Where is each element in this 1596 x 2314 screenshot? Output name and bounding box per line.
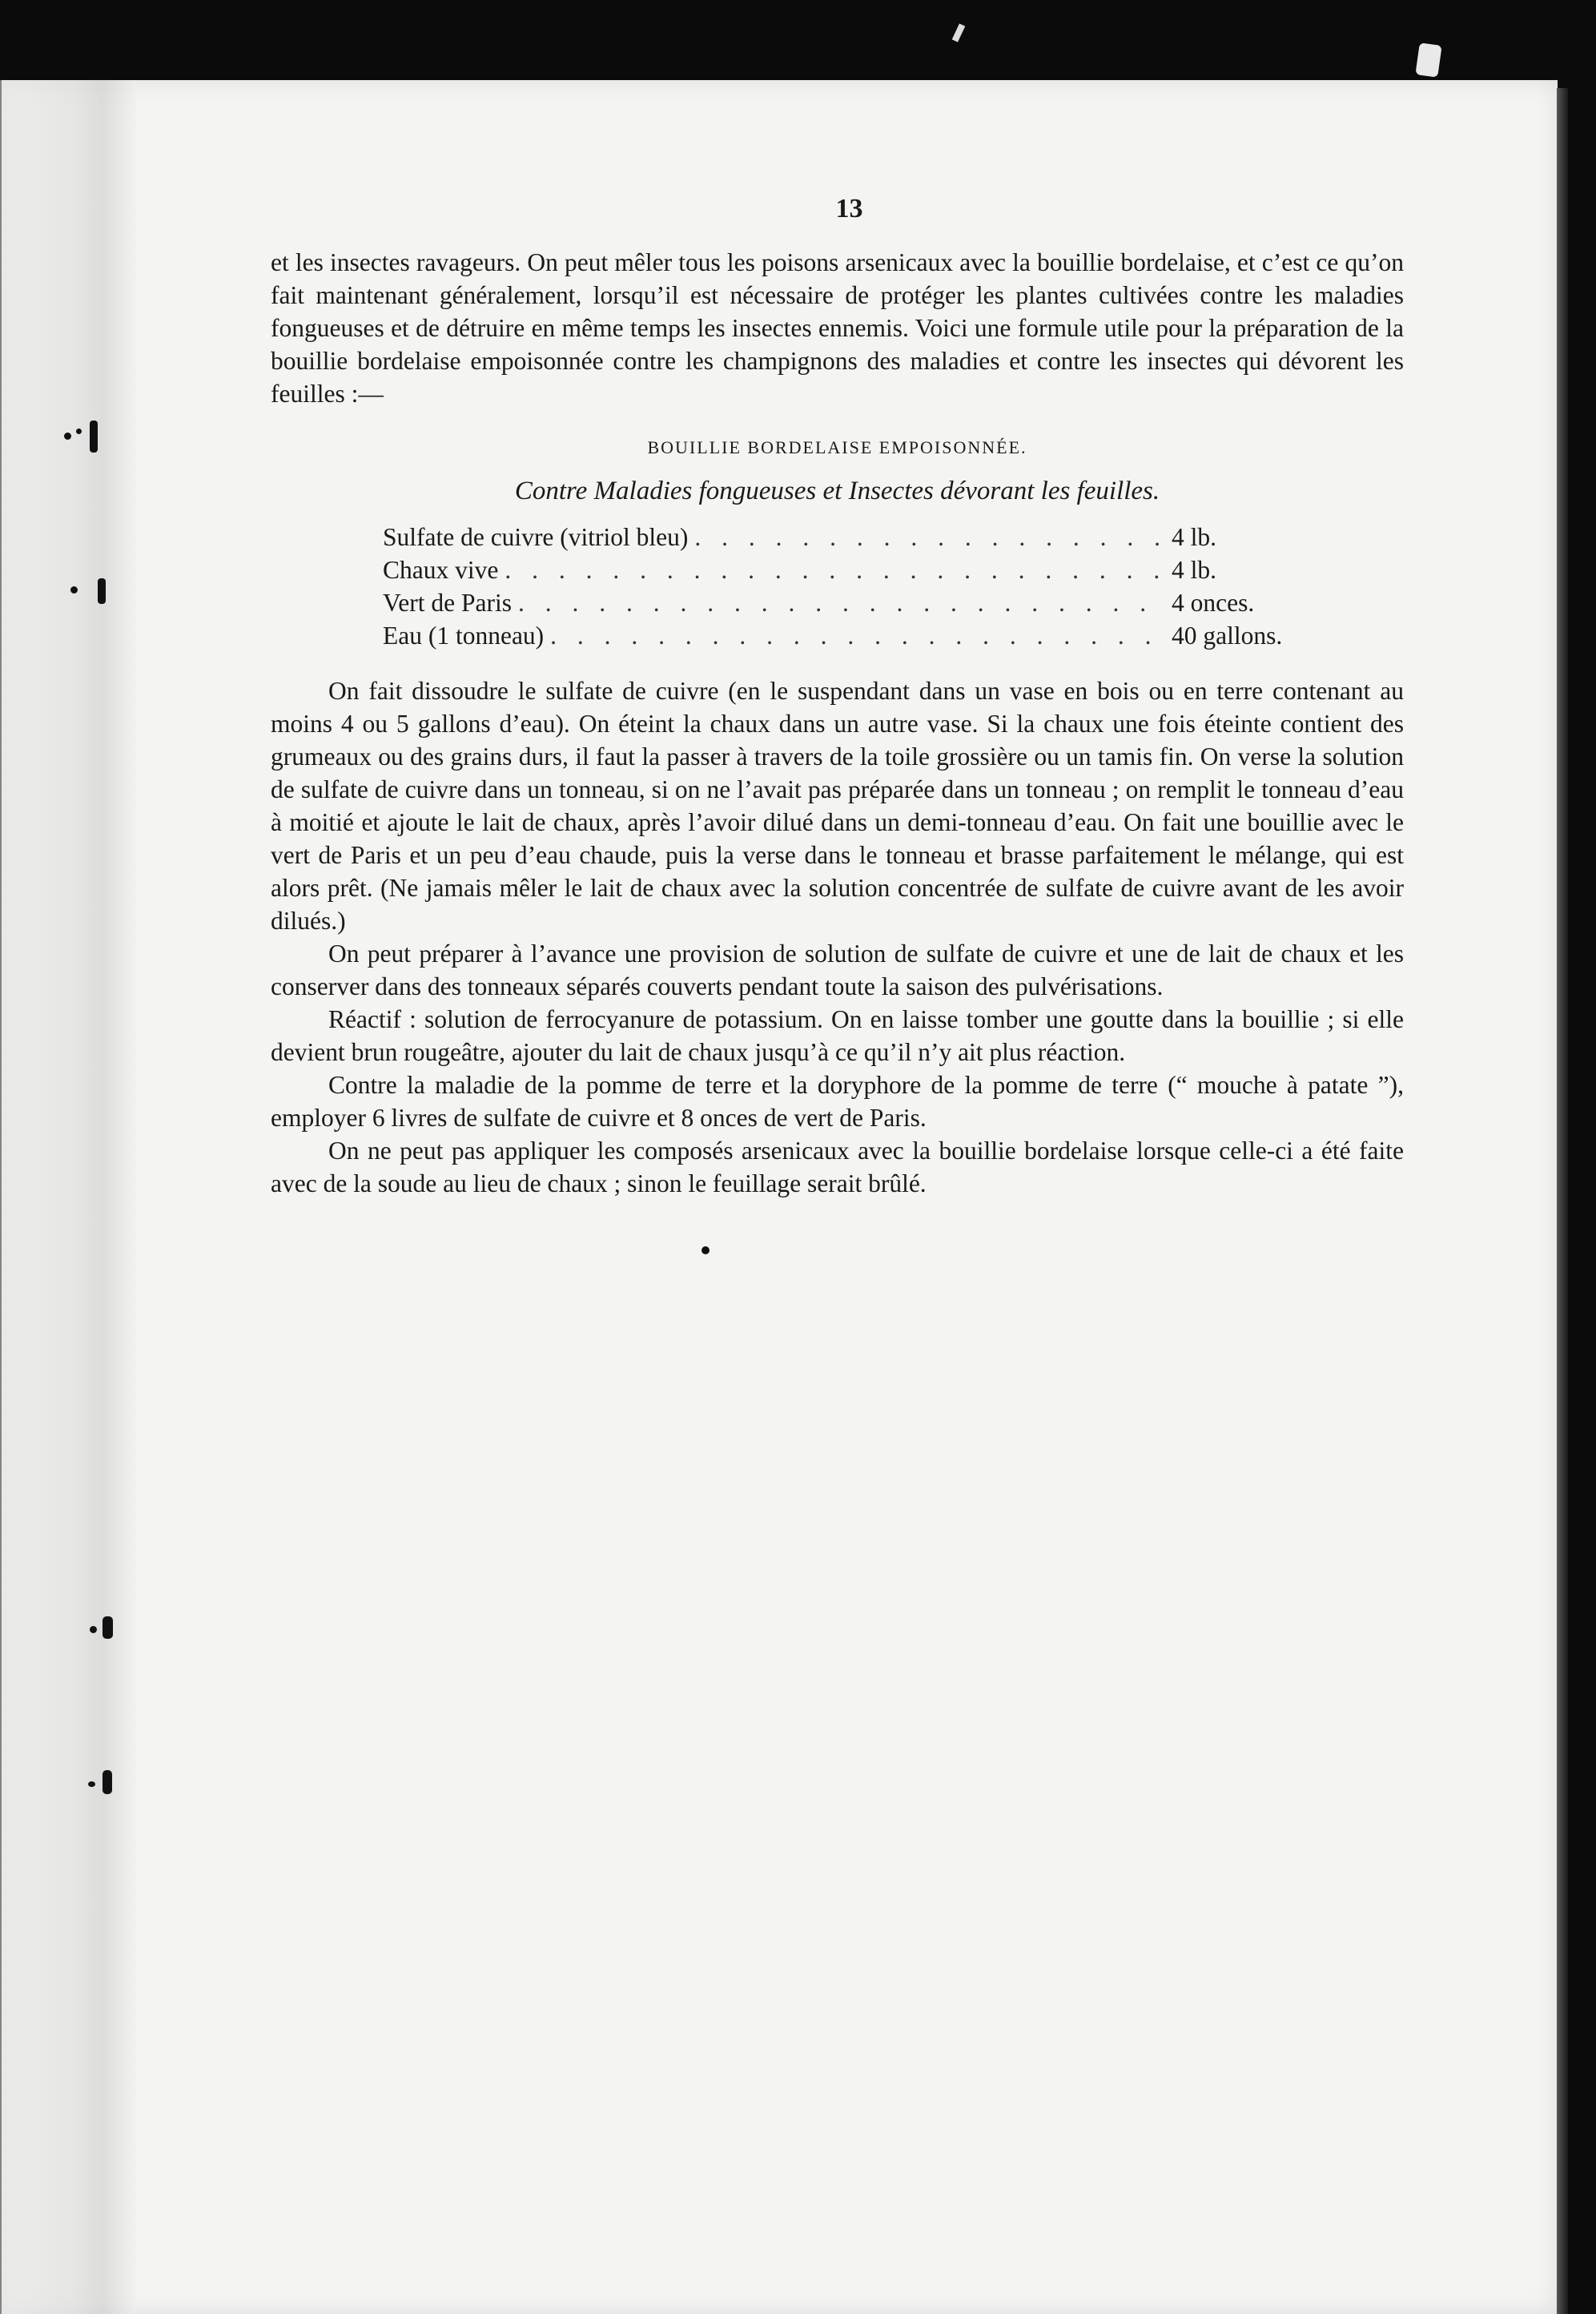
ingredient-name: Eau (1 tonneau)	[383, 622, 545, 650]
page-number: 13	[835, 194, 863, 223]
binding-hole-mark	[64, 433, 71, 440]
ingredient-row	[383, 521, 1312, 553]
dot-leader	[518, 586, 1165, 619]
ingredient-quantity: 40 gallons.	[1172, 622, 1283, 650]
scan-artifact	[952, 23, 966, 42]
body-paragraph: On ne peut pas appliquer les composés arsenicaux avec la bouillie bordelaise lorsque celle-ci a été faite avec de la soude au lieu de chaux ; sinon le feuillage serait brûlé.	[271, 1137, 1404, 1197]
ingredient-name: Vert de Paris	[383, 589, 512, 617]
ingredient-quantity: 4 lb.	[1172, 523, 1217, 551]
body-paragraph: On peut préparer à l’avance une provision de solution de sulfate de cuivre et une de lait de chaux et les conserver dans des tonneaux séparés couverts pendant toute la saison des pulvérisations.	[271, 940, 1404, 1000]
binding-hole-mark	[90, 421, 98, 453]
binding-hole-mark	[98, 578, 106, 604]
ink-speck	[702, 1246, 710, 1254]
page-content	[271, 192, 1404, 1200]
ingredient-row	[383, 586, 1312, 619]
binding-hole-mark	[103, 1616, 113, 1639]
ingredient-name: Chaux vive	[383, 556, 499, 584]
dot-leader	[505, 553, 1165, 586]
binding-hole-mark	[88, 1781, 95, 1787]
binding-hole-mark	[70, 586, 78, 594]
binding-hole-mark	[76, 429, 82, 434]
binding-edge	[0, 80, 136, 2314]
intro-paragraph: et les insectes ravageurs. On peut mêler tous les poisons arsenicaux avec la bouillie bordelaise, et c’est ce qu’on fait maintenant généralement, lorsqu’il est nécessaire de protéger les plantes cultivées contre les maladies fongueuses et de détruire en même temps les insectes ennemis. Voici une formule utile pour la préparation de la bouillie bordelaise empoisonnée contre les champignons des maladies et contre les insectes qui dévorent les feuilles :—	[271, 248, 1404, 408]
ingredient-row	[383, 553, 1312, 586]
binding-hole-mark	[90, 1626, 97, 1633]
ingredient-name: Sulfate de cuivre (vitriol bleu)	[383, 523, 689, 551]
recipe-subheading: Contre Maladies fongueuses et Insectes dévorant les feuilles.	[514, 477, 1160, 505]
dot-leader	[694, 521, 1165, 553]
scan-artifact	[1415, 42, 1441, 78]
ingredient-list	[383, 521, 1312, 652]
page-edge-shadow	[1557, 88, 1568, 2314]
dot-leader	[550, 619, 1165, 652]
binding-hole-mark	[103, 1770, 112, 1794]
ingredient-quantity: 4 onces.	[1172, 589, 1255, 617]
ingredient-quantity: 4 lb.	[1172, 556, 1217, 584]
body-paragraph: On fait dissoudre le sulfate de cuivre (en le suspendant dans un vase en bois ou en terre contenant au moins 4 ou 5 gallons d’eau). On éteint la chaux dans un autre vase. Si la chaux une fois éteinte contient des grumeaux ou des grains durs, il faut la passer à travers de la toile grossière ou un tamis fin. On verse la solution de sulfate de cuivre dans un tonneau, si on ne l’avait pas préparée dans un tonneau ; on remplit le tonneau d’eau à moitié et ajoute le lait de chaux, après l’avoir dilué dans un demi-tonneau d’eau. On fait une bouillie avec le vert de Paris et un peu d’eau chaude, puis la verse dans le tonneau et brasse parfaitement le mélange, qui est alors prêt. (Ne jamais mêler le lait de chaux avec la solution concentrée de sulfate de cuivre avant de les avoir dilués.)	[271, 677, 1404, 935]
ingredient-row	[383, 619, 1312, 652]
body-paragraph: Contre la maladie de la pomme de terre et la doryphore de la pomme de terre (“ mouche à patate ”), employer 6 livres de sulfate de cuivre et 8 onces de vert de Paris.	[271, 1071, 1404, 1132]
body-paragraph: Réactif : solution de ferrocyanure de potassium. On en laisse tomber une goutte dans la bouillie ; si elle devient brun rougeâtre, ajouter du lait de chaux jusqu’à ce qu’il n’y ait plus réaction.	[271, 1005, 1404, 1066]
recipe-heading: BOUILLIE BORDELAISE EMPOISONNÉE.	[647, 437, 1027, 457]
